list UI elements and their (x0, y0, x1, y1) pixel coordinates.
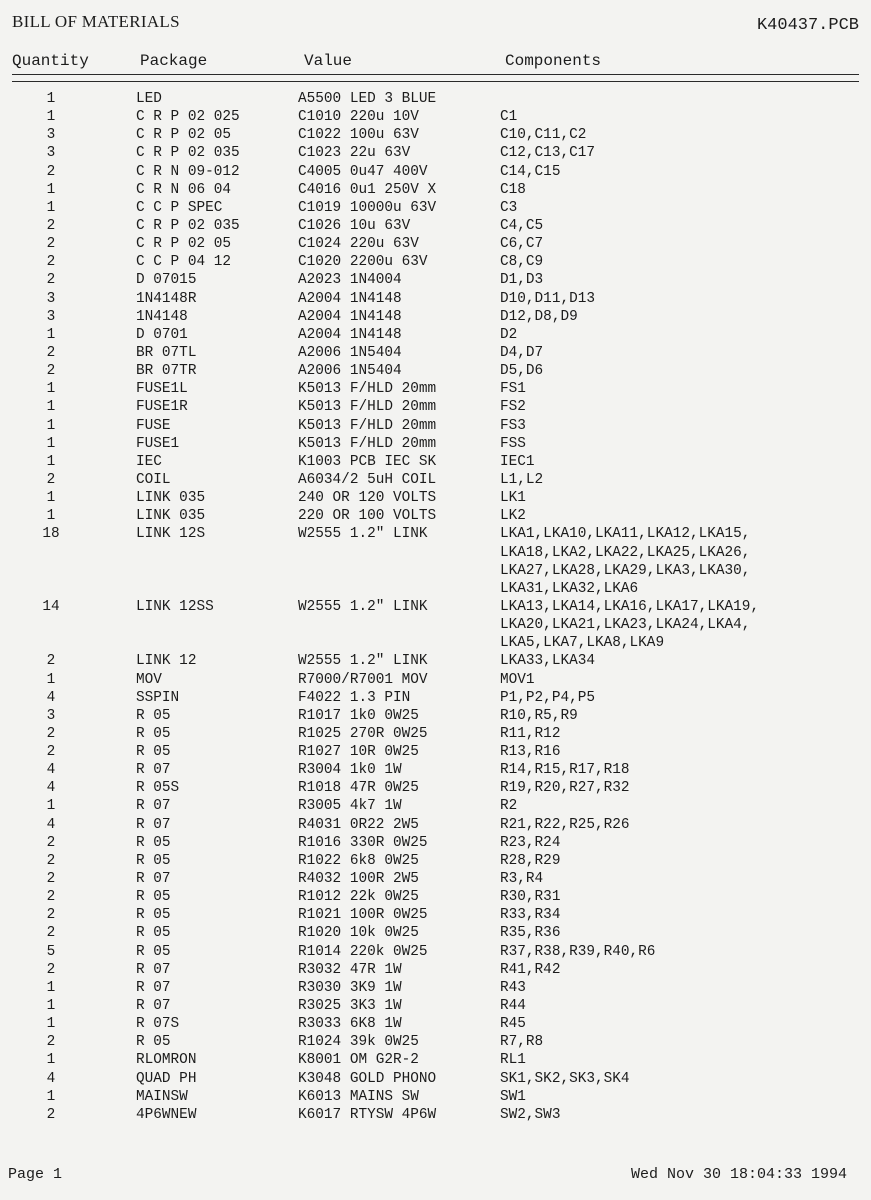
table-row (0, 924, 871, 942)
table-row (0, 471, 871, 489)
value-cell: R7000/R7001 MOV (298, 671, 428, 688)
components-cell: R30,R31 (500, 889, 561, 906)
bom-table (0, 90, 871, 1124)
package-cell: COIL (136, 471, 171, 488)
components-cell: C14,C15 (500, 163, 561, 180)
package-cell: RLOMRON (136, 1052, 197, 1069)
components-cell: LKA18,LKA2,LKA22,LKA25,LKA26, (500, 544, 751, 561)
components-cell: C10,C11,C2 (500, 127, 587, 144)
quantity-cell: 2 (46, 254, 56, 271)
package-cell: LINK 12SS (136, 598, 214, 615)
components-cell: R2 (500, 798, 518, 815)
package-cell: FUSE1R (136, 399, 188, 416)
quantity-cell: 1 (46, 1052, 56, 1069)
components-cell: R37,R38,R39,R40,R6 (500, 943, 656, 960)
quantity-cell: 2 (46, 834, 56, 851)
components-cell: LK2 (500, 508, 526, 525)
column-header-value: Value (304, 52, 353, 70)
package-cell: R 07 (136, 998, 171, 1015)
quantity-cell: 2 (46, 272, 56, 289)
components-cell: RL1 (500, 1052, 526, 1069)
value-cell: C4005 0u47 400V (298, 163, 428, 180)
document-title: BILL OF MATERIALS (12, 12, 180, 31)
table-row-continuation (0, 634, 871, 652)
table-row-continuation (0, 544, 871, 562)
value-cell: C1023 22u 63V (298, 145, 411, 162)
value-cell: A5500 LED 3 BLUE (298, 91, 437, 107)
components-cell: R41,R42 (500, 961, 561, 978)
quantity-cell: 1 (46, 399, 56, 416)
components-cell: C8,C9 (500, 254, 544, 271)
value-cell: C1010 220u 10V (298, 109, 419, 126)
value-cell: A2004 1N4148 (298, 326, 402, 343)
components-cell: C12,C13,C17 (500, 145, 595, 162)
components-cell: SW1 (500, 1088, 526, 1105)
value-cell: A2006 1N5404 (298, 363, 402, 380)
quantity-cell: 1 (46, 109, 56, 126)
quantity-cell: 1 (46, 798, 56, 815)
table-row (0, 961, 871, 979)
quantity-cell: 3 (46, 308, 56, 325)
value-cell: R1021 100R 0W25 (298, 907, 428, 924)
value-cell: W2555 1.2" LINK (298, 598, 428, 615)
table-row (0, 707, 871, 725)
table-row (0, 1070, 871, 1088)
quantity-cell: 2 (46, 236, 56, 253)
column-header-package: Package (140, 52, 208, 70)
table-row (0, 671, 871, 689)
quantity-cell: 1 (46, 453, 56, 470)
value-cell: A2004 1N4148 (298, 308, 402, 325)
value-cell: K6013 MAINS SW (298, 1088, 419, 1105)
table-row (0, 779, 871, 797)
value-cell: W2555 1.2" LINK (298, 653, 428, 670)
package-cell: R 05 (136, 744, 171, 761)
table-row (0, 1051, 871, 1069)
table-row (0, 126, 871, 144)
value-cell: C1019 10000u 63V (298, 199, 437, 216)
components-cell: P1,P2,P4,P5 (500, 689, 595, 706)
package-cell: C R P 02 035 (136, 145, 240, 162)
value-cell: A6034/2 5uH COIL (298, 471, 437, 488)
column-header-quantity: Quantity (12, 52, 89, 70)
table-row (0, 507, 871, 525)
table-row (0, 1033, 871, 1051)
value-cell: C1026 10u 63V (298, 217, 411, 234)
package-cell: 4P6WNEW (136, 1106, 197, 1123)
package-cell: LED (136, 91, 162, 107)
value-cell: R3030 3K9 1W (298, 979, 402, 996)
package-cell: QUAD PH (136, 1070, 197, 1087)
quantity-cell: 4 (46, 780, 56, 797)
table-row (0, 689, 871, 707)
components-cell: LKA20,LKA21,LKA23,LKA24,LKA4, (500, 617, 751, 634)
package-cell: 1N4148 (136, 308, 188, 325)
table-row-continuation (0, 580, 871, 598)
package-cell: MAINSW (136, 1088, 188, 1105)
components-cell: D5,D6 (500, 363, 544, 380)
value-cell: R1020 10k 0W25 (298, 925, 419, 942)
quantity-cell: 2 (46, 1034, 56, 1051)
package-cell: FUSE1 (136, 435, 180, 452)
quantity-cell: 1 (46, 1016, 56, 1033)
components-cell: D4,D7 (500, 344, 544, 361)
components-cell: R11,R12 (500, 725, 561, 742)
table-row (0, 271, 871, 289)
value-cell: K8001 OM G2R-2 (298, 1052, 419, 1069)
value-cell: A2004 1N4148 (298, 290, 402, 307)
quantity-cell: 4 (46, 1070, 56, 1087)
quantity-cell: 2 (46, 725, 56, 742)
quantity-cell: 2 (46, 744, 56, 761)
quantity-cell: 1 (46, 1088, 56, 1105)
components-cell: C3 (500, 199, 518, 216)
quantity-cell: 1 (46, 326, 56, 343)
table-row (0, 163, 871, 181)
package-cell: SSPIN (136, 689, 180, 706)
package-cell: C R P 02 025 (136, 109, 240, 126)
components-cell: C18 (500, 181, 526, 198)
components-cell: R21,R22,R25,R26 (500, 816, 630, 833)
value-cell: K5013 F/HLD 20mm (298, 399, 437, 416)
components-cell: LK1 (500, 490, 526, 507)
package-cell: LINK 035 (136, 508, 206, 525)
components-cell: R43 (500, 979, 526, 996)
table-row (0, 743, 871, 761)
table-row-continuation (0, 616, 871, 634)
components-cell: C6,C7 (500, 236, 544, 253)
value-cell: C1020 2200u 63V (298, 254, 428, 271)
quantity-cell: 3 (46, 290, 56, 307)
print-timestamp: Wed Nov 30 18:04:33 1994 (630, 1166, 847, 1183)
components-cell: R44 (500, 998, 526, 1015)
components-cell: R10,R5,R9 (500, 707, 578, 724)
package-cell: C R P 02 05 (136, 127, 231, 144)
package-cell: 1N4148R (136, 290, 197, 307)
components-cell: LKA33,LKA34 (500, 653, 595, 670)
package-cell: LINK 12 (136, 653, 197, 670)
components-cell: MOV1 (500, 671, 535, 688)
quantity-cell: 2 (46, 344, 56, 361)
components-cell: C1 (500, 109, 518, 126)
components-cell: R19,R20,R27,R32 (500, 780, 630, 797)
value-cell: A2006 1N5404 (298, 344, 402, 361)
package-cell: R 07 (136, 961, 171, 978)
table-row (0, 979, 871, 997)
package-cell: R 05 (136, 852, 171, 869)
quantity-cell: 2 (46, 925, 56, 942)
table-row (0, 943, 871, 961)
package-cell: R 07 (136, 871, 171, 888)
package-cell: BR 07TR (136, 363, 197, 380)
quantity-cell: 1 (46, 199, 56, 216)
table-row (0, 888, 871, 906)
table-row (0, 290, 871, 308)
table-row-continuation (0, 562, 871, 580)
components-cell: SW2,SW3 (500, 1106, 561, 1123)
table-row (0, 217, 871, 235)
value-cell: R1014 220k 0W25 (298, 943, 428, 960)
table-row (0, 435, 871, 453)
table-row (0, 725, 871, 743)
value-cell: R1012 22k 0W25 (298, 889, 419, 906)
value-cell: A2023 1N4004 (298, 272, 402, 289)
table-row (0, 906, 871, 924)
table-row (0, 816, 871, 834)
components-cell: C4,C5 (500, 217, 544, 234)
package-cell: C R P 02 035 (136, 217, 240, 234)
package-cell: LINK 12S (136, 526, 206, 543)
table-row (0, 417, 871, 435)
table-row (0, 489, 871, 507)
quantity-cell: 1 (46, 417, 56, 434)
value-cell: R4031 0R22 2W5 (298, 816, 419, 833)
quantity-cell: 1 (46, 508, 56, 525)
quantity-cell: 4 (46, 762, 56, 779)
quantity-cell: 2 (46, 653, 56, 670)
quantity-cell: 4 (46, 689, 56, 706)
components-cell: D1,D3 (500, 272, 544, 289)
package-cell: R 05 (136, 707, 171, 724)
package-cell: C R N 09-012 (136, 163, 240, 180)
package-cell: R 05 (136, 943, 171, 960)
quantity-cell: 2 (46, 961, 56, 978)
value-cell: R1017 1k0 0W25 (298, 707, 419, 724)
quantity-cell: 1 (46, 671, 56, 688)
quantity-cell: 1 (46, 998, 56, 1015)
table-row (0, 235, 871, 253)
value-cell: K6017 RTYSW 4P6W (298, 1106, 437, 1123)
components-cell: D2 (500, 326, 518, 343)
package-cell: R 07 (136, 762, 171, 779)
table-row (0, 525, 871, 543)
value-cell: R3025 3K3 1W (298, 998, 402, 1015)
pcb-filename: K40437.PCB (756, 16, 859, 35)
quantity-cell: 1 (46, 381, 56, 398)
package-cell: LINK 035 (136, 490, 206, 507)
components-cell: R3,R4 (500, 871, 544, 888)
components-cell: LKA13,LKA14,LKA16,LKA17,LKA19, (500, 598, 760, 615)
components-cell: D12,D8,D9 (500, 308, 578, 325)
table-row (0, 344, 871, 362)
quantity-cell: 2 (46, 889, 56, 906)
value-cell: W2555 1.2" LINK (298, 526, 428, 543)
value-cell: 240 OR 120 VOLTS (298, 490, 437, 507)
quantity-cell: 2 (46, 852, 56, 869)
column-header-components: Components (505, 52, 602, 70)
table-row (0, 253, 871, 271)
quantity-cell: 2 (46, 163, 56, 180)
components-cell: R28,R29 (500, 852, 561, 869)
value-cell: R1027 10R 0W25 (298, 744, 419, 761)
quantity-cell: 2 (46, 471, 56, 488)
quantity-cell: 1 (46, 490, 56, 507)
value-cell: R3004 1k0 1W (298, 762, 402, 779)
package-cell: D 07015 (136, 272, 197, 289)
quantity-cell: 2 (46, 363, 56, 380)
value-cell: C1022 100u 63V (298, 127, 419, 144)
package-cell: MOV (136, 671, 162, 688)
components-cell: LKA27,LKA28,LKA29,LKA3,LKA30, (500, 562, 751, 579)
package-cell: R 07 (136, 979, 171, 996)
table-row (0, 598, 871, 616)
components-cell: FS2 (500, 399, 526, 416)
value-cell: C1024 220u 63V (298, 236, 419, 253)
components-cell: R23,R24 (500, 834, 561, 851)
components-cell: LKA31,LKA32,LKA6 (500, 580, 639, 597)
value-cell: K3048 GOLD PHONO (298, 1070, 437, 1087)
package-cell: R 07 (136, 816, 171, 833)
value-cell: R3005 4k7 1W (298, 798, 402, 815)
value-cell: R4032 100R 2W5 (298, 871, 419, 888)
quantity-cell: 3 (46, 145, 56, 162)
value-cell: R1024 39k 0W25 (298, 1034, 419, 1051)
page-number: Page 1 (8, 1166, 63, 1183)
quantity-cell: 1 (46, 435, 56, 452)
table-row (0, 362, 871, 380)
table-row (0, 308, 871, 326)
table-row (0, 326, 871, 344)
package-cell: FUSE1L (136, 381, 188, 398)
quantity-cell: 18 (42, 526, 60, 543)
value-cell: 220 OR 100 VOLTS (298, 508, 437, 525)
package-cell: R 05 (136, 834, 171, 851)
value-cell: K5013 F/HLD 20mm (298, 417, 437, 434)
quantity-cell: 2 (46, 907, 56, 924)
table-row (0, 90, 871, 108)
table-row (0, 398, 871, 416)
table-row (0, 144, 871, 162)
package-cell: C C P SPEC (136, 199, 223, 216)
quantity-cell: 2 (46, 871, 56, 888)
package-cell: R 05 (136, 889, 171, 906)
package-cell: D 0701 (136, 326, 188, 343)
table-row (0, 1088, 871, 1106)
package-cell: C R N 06 04 (136, 181, 231, 198)
quantity-cell: 3 (46, 707, 56, 724)
components-cell: R14,R15,R17,R18 (500, 762, 630, 779)
package-cell: R 05 (136, 907, 171, 924)
value-cell: C4016 0u1 250V X (298, 181, 437, 198)
package-cell: C R P 02 05 (136, 236, 231, 253)
quantity-cell: 5 (46, 943, 56, 960)
package-cell: R 05 (136, 925, 171, 942)
value-cell: R3033 6K8 1W (298, 1016, 402, 1033)
quantity-cell: 1 (46, 91, 56, 107)
table-row (0, 852, 871, 870)
components-cell: LKA1,LKA10,LKA11,LKA12,LKA15, (500, 526, 751, 543)
value-cell: R1022 6k8 0W25 (298, 852, 419, 869)
components-cell: L1,L2 (500, 471, 544, 488)
components-cell: IEC1 (500, 453, 535, 470)
components-cell: R33,R34 (500, 907, 561, 924)
value-cell: K5013 F/HLD 20mm (298, 381, 437, 398)
quantity-cell: 2 (46, 1106, 56, 1123)
package-cell: C C P 04 12 (136, 254, 231, 271)
components-cell: FS3 (500, 417, 526, 434)
value-cell: R1016 330R 0W25 (298, 834, 428, 851)
quantity-cell: 2 (46, 217, 56, 234)
components-cell: R13,R16 (500, 744, 561, 761)
table-row (0, 108, 871, 126)
table-row (0, 453, 871, 471)
package-cell: FUSE (136, 417, 171, 434)
package-cell: IEC (136, 453, 162, 470)
value-cell: R1025 270R 0W25 (298, 725, 428, 742)
header-divider (12, 74, 859, 82)
package-cell: R 05 (136, 725, 171, 742)
value-cell: R1018 47R 0W25 (298, 780, 419, 797)
quantity-cell: 1 (46, 181, 56, 198)
value-cell: K1003 PCB IEC SK (298, 453, 437, 470)
components-cell: FS1 (500, 381, 526, 398)
components-cell: D10,D11,D13 (500, 290, 595, 307)
table-row (0, 199, 871, 217)
package-cell: R 05S (136, 780, 180, 797)
package-cell: BR 07TL (136, 344, 197, 361)
package-cell: R 07S (136, 1016, 180, 1033)
quantity-cell: 4 (46, 816, 56, 833)
value-cell: F4022 1.3 PIN (298, 689, 411, 706)
components-cell: R45 (500, 1016, 526, 1033)
value-cell: K5013 F/HLD 20mm (298, 435, 437, 452)
quantity-cell: 1 (46, 979, 56, 996)
components-cell: LKA5,LKA7,LKA8,LKA9 (500, 635, 665, 652)
table-row (0, 797, 871, 815)
components-cell: R7,R8 (500, 1034, 544, 1051)
table-row (0, 1015, 871, 1033)
table-row (0, 652, 871, 670)
table-row (0, 997, 871, 1015)
quantity-cell: 14 (42, 598, 60, 615)
quantity-cell: 3 (46, 127, 56, 144)
package-cell: R 05 (136, 1034, 171, 1051)
value-cell: R3032 47R 1W (298, 961, 402, 978)
components-cell: FSS (500, 435, 526, 452)
table-row (0, 834, 871, 852)
table-row (0, 1106, 871, 1124)
table-row (0, 181, 871, 199)
table-row (0, 380, 871, 398)
table-row (0, 870, 871, 888)
components-cell: R35,R36 (500, 925, 561, 942)
components-cell: SK1,SK2,SK3,SK4 (500, 1070, 630, 1087)
package-cell: R 07 (136, 798, 171, 815)
table-row (0, 761, 871, 779)
